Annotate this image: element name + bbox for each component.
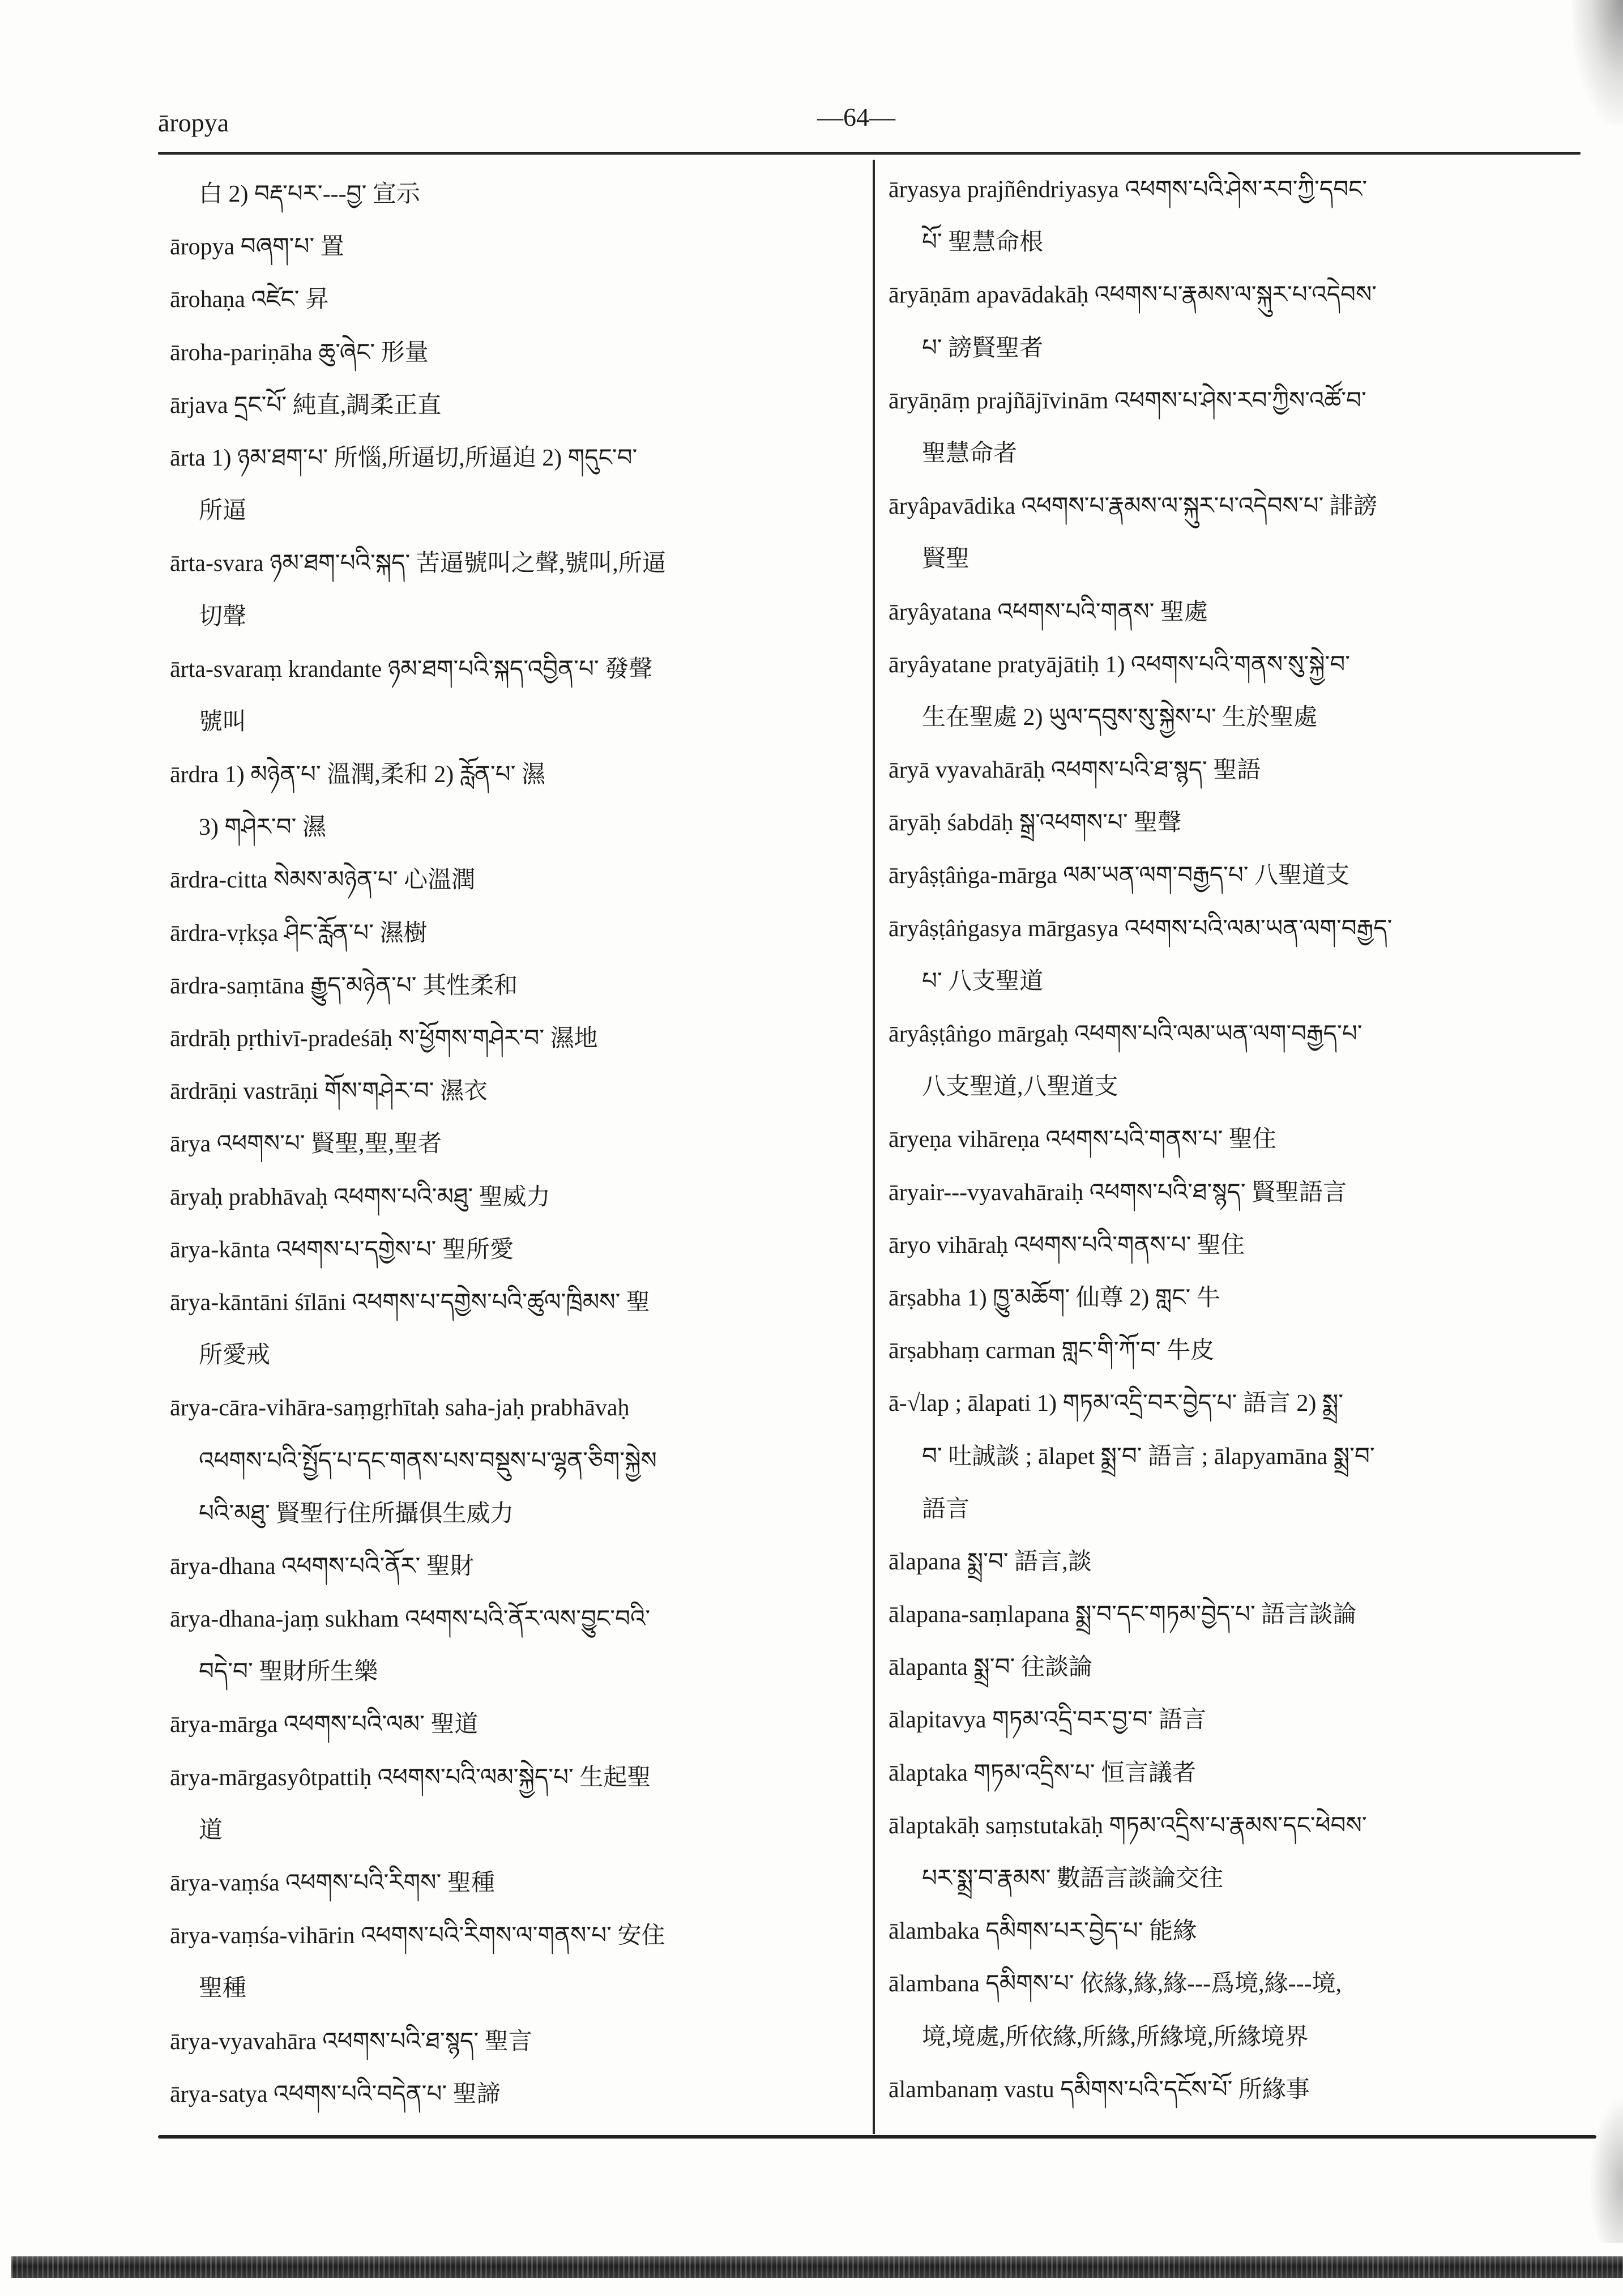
entry-continuation-line: 語言 [922, 1496, 970, 1522]
entry-line: ālaptakāḥ saṃstutakāḥ གཏམ་འདྲིས་པ་རྣམས་དང་ཕེབས་ [889, 1812, 1367, 1839]
entry-continuation-line: འཕགས་པའི་སྤྱོད་པ་དང་གནས་པས་བསྡུས་པ་ལྷན་ཅིག་སྐྱེས [199, 1448, 657, 1474]
entry-continuation-line: པ་ 八支聖道 [922, 968, 1044, 995]
entry-continuation-line: 3) གཤེར་བ་ 濕 [199, 814, 326, 841]
scan-shadow-top-right [1572, 0, 1623, 125]
entry-line: ārya-vaṃśa-vihārin འཕགས་པའི་རིགས་ལ་གནས་པ་ 安住 [170, 1923, 665, 1949]
entry-line: āropya བཞག་པ་ 置 [170, 234, 344, 261]
entry-line: ārdra-citta སེམས་མཉེན་པ་ 心溫潤 [170, 867, 476, 894]
entry-line: ārohaṇa འཛེང་ 昇 [170, 287, 330, 313]
entry-line: āryo vihāraḥ འཕགས་པའི་གནས་པ་ 聖住 [889, 1232, 1245, 1258]
entry-line: ārjava དྲང་པོ་ 純直,調柔正直 [170, 392, 442, 419]
entry-line: ārya-kāntāni śīlāni འཕགས་པ་དགྱེས་པའི་ཚུལ་ཁྲིམས་ 聖 [170, 1289, 650, 1316]
entry-line: ārṣabha 1) ཁྱུ་མཆོག་ 仙尊 2) གླང་ 牛 [889, 1284, 1220, 1311]
entry-line: āryasya prajñêndriyasya འཕགས་པའི་ཤེས་རབ་ཀྱི་དབང་ [889, 177, 1368, 203]
entry-continuation-line: པ་ 謗賢聖者 [922, 335, 1044, 361]
entry-continuation-line: 白 2) བརྡ་པར་---བྱ་ 宣示 [199, 181, 420, 207]
entry-line: ārya-mārgasyôtpattiḥ འཕགས་པའི་ལམ་སྐྱེད་པ་ 生起聖 [170, 1764, 651, 1791]
entry-line: āryeṇa vihāreṇa འཕགས་པའི་གནས་པ་ 聖住 [889, 1126, 1276, 1153]
entry-line: āryā vyavahārāḥ འཕགས་པའི་ཐ་སྙད་ 聖語 [889, 757, 1261, 784]
entry-continuation-line: བ་ 吐誠談 ; ālapet སྨྲ་བ་ 語言 ; ālapyamāna སྨྲ་བ་ [922, 1443, 1375, 1470]
entry-line: ārya-kānta འཕགས་པ་དགྱེས་པ་ 聖所愛 [170, 1236, 514, 1263]
entry-line: āryāḥ śabdāḥ སྒྲ་འཕགས་པ་ 聖聲 [889, 810, 1182, 837]
left-column [170, 168, 865, 2128]
entry-line: ārdra-vṛkṣa ཤིང་རློན་པ་ 濕樹 [170, 920, 428, 946]
entry-continuation-line: པའི་མཐུ་ 賢聖行住所攝俱生威力 [199, 1500, 514, 1527]
entry-line: ārdrāṇi vastrāṇi གོས་གཤེར་བ་ 濕衣 [170, 1078, 488, 1105]
entry-line: āroha-pariṇāha ཆུ་ཞེང་ 形量 [170, 339, 429, 366]
entry-line: ārdrāḥ pṛthivī-pradeśāḥ ས་ཕྱོགས་གཤེར་བ་ 濕地 [170, 1026, 598, 1052]
entry-line: ārta 1) ཉམ་ཐག་པ་ 所惱,所逼切,所逼迫 2) གདུང་བ་ [170, 445, 638, 471]
entry-line: ārya-mārga འཕགས་པའི་ལམ་ 聖道 [170, 1712, 479, 1738]
scan-edge-band [11, 2256, 1623, 2278]
entry-line: ālambaka དམིགས་པར་བྱེད་པ་ 能緣 [889, 1918, 1197, 1945]
entry-line: ālapana སྨྲ་བ་ 語言,談 [889, 1548, 1092, 1575]
footer-rule [158, 2135, 1596, 2139]
entry-continuation-line: 八支聖道,八聖道支 [922, 1074, 1118, 1100]
entry-line: ālaptaka གཏམ་འདྲིས་པ་ 恒言議者 [889, 1760, 1197, 1786]
entry-line: ārya-dhana-jaṃ sukham འཕགས་པའི་ནོར་ལས་བྱུང་བའི་ [170, 1606, 651, 1633]
entry-line: ārdra 1) མཉེན་པ་ 溫潤,柔和 2) རློན་པ་ 濕 [170, 762, 545, 788]
header-rule [158, 152, 1581, 155]
entry-line: ālapitavya གཏམ་འདྲི་བར་བྱ་བ་ 語言 [889, 1707, 1207, 1734]
entry-line: ālapana-saṃlapana སྨྲ་བ་དང་གཏམ་བྱེད་པ་ 語言談論 [889, 1602, 1357, 1628]
entry-line: āryâyatane pratyājātiḥ 1) འཕགས་པའི་གནས་སུ་སྐྱེ་བ་ [889, 651, 1351, 678]
entry-continuation-line: 所逼 [199, 498, 247, 524]
entry-continuation-line: 道 [199, 1817, 223, 1843]
entry-line: āryâṣṭâṅga-mārga ལམ་ཡན་ལག་བརྒྱད་པ་ 八聖道支 [889, 863, 1350, 889]
column-divider [873, 160, 875, 2134]
entry-line: ārya-satya འཕགས་པའི་བདེན་པ་ 聖諦 [170, 2081, 501, 2107]
entry-line: ārya-vaṃśa འཕགས་པའི་རིགས་ 聖種 [170, 1870, 495, 1896]
entry-line: ārta-svara ཉམ་ཐག་པའི་སྐད་ 苦逼號叫之聲,號叫,所逼 [170, 550, 666, 577]
entry-continuation-line: 賢聖 [922, 546, 970, 573]
entry-line: āryāṇām apavādakāḥ འཕགས་པ་རྣམས་ལ་སྐུར་པ་འདེབས་ [889, 282, 1377, 309]
entry-line: āryair---vyavahāraiḥ འཕགས་པའི་ཐ་སྙད་ 賢聖語言 [889, 1179, 1347, 1206]
entry-continuation-line: བདེ་བ་ 聖財所生樂 [199, 1659, 378, 1685]
entry-line: ārya-vyavahāra འཕགས་པའི་ཐ་སྙད་ 聖言 [170, 2028, 532, 2055]
entry-continuation-line: 所愛戒 [199, 1342, 271, 1369]
entry-line: ālambana དམིགས་པ་ 依緣,緣,緣---爲境,緣---境, [889, 1971, 1342, 1998]
entry-line: āryāṇāṃ prajñājīvinām འཕགས་པ་ཤེས་རབ་ཀྱིས་འཚོ་བ་ [889, 387, 1366, 414]
entry-line: ālapanta སྨྲ་བ་ 往談論 [889, 1654, 1092, 1681]
entry-continuation-line: 聖種 [199, 1975, 247, 2002]
running-head: āropya [158, 108, 229, 137]
entry-continuation-line: 聖慧命者 [922, 440, 1018, 467]
entry-line: āryâyatana འཕགས་པའི་གནས་ 聖處 [889, 599, 1208, 625]
entry-line: ārya-dhana འཕགས་པའི་ནོར་ 聖財 [170, 1553, 474, 1580]
entry-line: ā-√lap ; ālapati 1) གཏམ་འདྲི་བར་བྱེད་པ་ 語言 2) སྨྲ་ [889, 1390, 1344, 1417]
entry-line: āryâpavādika འཕགས་པ་རྣམས་ལ་སྐུར་པ་འདེབས་པ་ 誹謗 [889, 493, 1377, 520]
entry-continuation-line: 境,境處,所依緣,所緣,所緣境,所緣境界 [922, 2024, 1309, 2050]
entry-continuation-line: 號叫 [199, 709, 247, 735]
right-column [889, 164, 1603, 2123]
entry-line: āryâṣṭâṅgo mārgaḥ འཕགས་པའི་ལམ་ཡན་ལག་བརྒྱད་པ་ [889, 1021, 1363, 1047]
entry-continuation-line: པོ་ 聖慧命根 [922, 229, 1044, 256]
entry-continuation-line: 生在聖處 2) ཡུལ་དབུས་སུ་སྐྱེས་པ་ 生於聖處 [922, 704, 1318, 731]
entry-continuation-line: 切聲 [199, 603, 247, 630]
entry-line: ālambanaṃ vastu དམིགས་པའི་དངོས་པོ་ 所緣事 [889, 2076, 1310, 2103]
entry-continuation-line: པར་སྨྲ་བ་རྣམས་ 數語言談論交往 [922, 1866, 1223, 1892]
entry-line: ārta-svaraṃ krandante ཉམ་ཐག་པའི་སྐད་འབྱིན་པ་ 發聲 [170, 656, 653, 682]
entry-line: ārṣabhaṃ carman གླང་གི་ཀོ་བ་ 牛皮 [889, 1338, 1215, 1364]
page-number: —64— [817, 103, 895, 131]
entry-line: ārya འཕགས་པ་ 賢聖,聖,聖者 [170, 1131, 442, 1158]
entry-line: āryâṣṭâṅgasya mārgasya འཕགས་པའི་ལམ་ཡན་ལག་བརྒྱད་ [889, 915, 1393, 942]
entry-line: āryaḥ prabhāvaḥ འཕགས་པའི་མཐུ་ 聖威力 [170, 1184, 550, 1210]
entry-line: ārdra-saṃtāna རྒྱུད་མཉེན་པ་ 其性柔和 [170, 972, 518, 999]
entry-line: ārya-cāra-vihāra-saṃgṛhītaḥ saha-jaḥ prabhāvaḥ [170, 1395, 630, 1422]
